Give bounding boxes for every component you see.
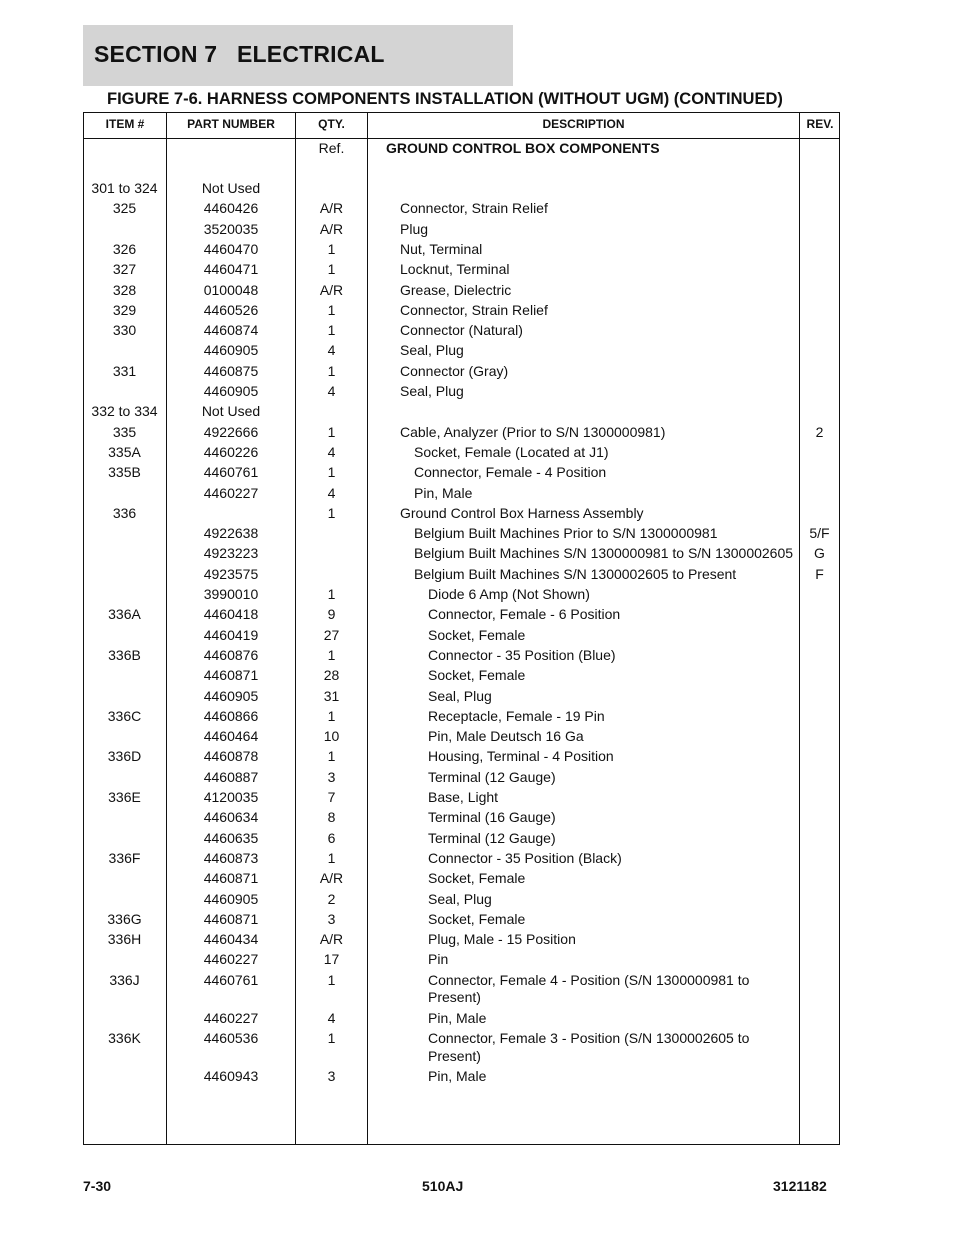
qty-cell: 3: [327, 1068, 336, 1085]
column-header-rev: REV.: [806, 117, 834, 131]
part-number-cell: 4460887: [203, 768, 259, 785]
item-cell: 301 to 324: [91, 180, 158, 196]
description-cell: Seal, Plug: [428, 890, 492, 907]
part-number-cell: 4460875: [203, 362, 259, 379]
part-number-cell: 3520035: [203, 220, 259, 237]
description-cell: Seal, Plug: [400, 383, 464, 399]
description-cell: Connector (Natural): [400, 322, 523, 339]
qty-cell: A/R: [319, 220, 344, 237]
document-number: 3121182: [773, 1178, 827, 1194]
item-cell: 336G: [107, 910, 142, 927]
description-cell: Housing, Terminal - 4 Position: [428, 748, 614, 765]
item-cell: 335B: [108, 464, 141, 481]
part-number-cell: 4460943: [203, 1068, 259, 1085]
description-cell: Connector, Female 4 - Position (S/N 1300000981 to Present): [428, 971, 750, 1006]
part-number-cell: 0100048: [203, 281, 259, 298]
description-cell: Ground Control Box Harness Assembly: [400, 504, 644, 521]
rev-cell: F: [815, 565, 824, 582]
part-number-cell: 4460761: [203, 464, 259, 481]
description-cell: Receptacle, Female - 19 Pin: [428, 707, 605, 724]
part-number-cell: 4460536: [203, 1030, 259, 1047]
qty-cell: 1: [327, 240, 336, 257]
part-number-cell: 4460873: [203, 849, 259, 866]
description-cell: Socket, Female: [428, 626, 526, 643]
item-cell: 326: [112, 240, 137, 257]
part-number-cell: 4120035: [203, 789, 259, 805]
part-number-cell: 4460905: [203, 383, 259, 399]
description-cell: Belgium Built Machines S/N 1300000981 to S/N 1300002605: [414, 545, 794, 562]
qty-cell: 1: [327, 423, 336, 440]
qty-cell: 4: [327, 1009, 336, 1026]
description-cell: Diode 6 Amp (Not Shown): [428, 586, 590, 602]
item-cell: 332 to 334: [91, 403, 158, 420]
qty-cell: A/R: [319, 281, 344, 298]
item-cell: 335A: [108, 443, 141, 460]
qty-cell: 1: [327, 971, 336, 988]
part-number-cell: 4460471: [203, 261, 259, 278]
description-cell: Pin: [428, 951, 449, 968]
part-number-cell: 4460874: [203, 322, 259, 339]
part-number-cell: 4460227: [203, 1009, 259, 1026]
model-number: 510AJ: [422, 1178, 464, 1194]
part-number-cell: 4460227: [203, 484, 259, 501]
part-number-cell: 4460905: [203, 890, 259, 907]
column-divider: [799, 112, 800, 1145]
qty-cell: 1: [327, 707, 336, 724]
qty-cell: 31: [323, 687, 340, 704]
qty-cell: A/R: [319, 931, 344, 948]
part-number-cell: 4460761: [203, 971, 259, 988]
description-cell: Seal, Plug: [428, 687, 492, 704]
page-number: 7-30: [83, 1178, 112, 1194]
part-number-cell: 4460871: [203, 910, 259, 927]
qty-cell: 2: [327, 890, 336, 907]
item-cell: 327: [112, 261, 137, 278]
qty-cell: 7: [327, 789, 336, 805]
description-cell: Grease, Dielectric: [400, 281, 512, 298]
figure-title: FIGURE 7-6. HARNESS COMPONENTS INSTALLATION (WITHOUT UGM) (CONTINUED): [107, 90, 783, 108]
part-number-cell: 4460464: [203, 728, 259, 745]
item-cell: 330: [112, 322, 137, 339]
qty-cell: 1: [327, 748, 336, 765]
description-cell: Connector, Strain Relief: [400, 200, 548, 217]
qty-cell: 4: [327, 383, 336, 399]
description-cell: Connector, Female 3 - Position (S/N 1300002605 to Present): [428, 1030, 750, 1064]
part-number-cell: Not Used: [201, 403, 261, 420]
qty-cell: 1: [327, 301, 336, 318]
qty-cell: 1: [327, 362, 336, 379]
qty-cell: 1: [327, 464, 336, 481]
part-number-cell: 4460905: [203, 342, 259, 359]
item-cell: 336: [112, 504, 137, 521]
column-header-qty: QTY.: [318, 117, 345, 131]
rev-cell: 2: [815, 423, 824, 440]
description-cell: Connector, Strain Relief: [400, 301, 548, 318]
description-cell: Connector (Gray): [400, 362, 509, 379]
qty-cell: 3: [327, 768, 336, 785]
description-cell: Connector, Female - 6 Position: [428, 606, 621, 623]
description-cell: Socket, Female: [428, 910, 526, 927]
description-cell: Terminal (16 Gauge): [428, 809, 556, 826]
qty-cell: 9: [327, 606, 336, 623]
part-number-cell: 4460871: [203, 667, 259, 684]
item-cell: 335: [112, 423, 137, 440]
part-number-cell: 4460470: [203, 240, 259, 257]
part-number-cell: 4460871: [203, 870, 259, 887]
rev-cell: 5/F: [809, 525, 830, 542]
item-cell: 325: [112, 200, 137, 217]
part-number-cell: 3990010: [203, 586, 259, 602]
part-number-cell: 4923223: [203, 545, 259, 562]
header-divider: [83, 138, 840, 139]
part-number-cell: 4460426: [203, 200, 259, 217]
description-cell: Belgium Built Machines Prior to S/N 1300000981: [414, 525, 718, 542]
part-number-cell: 4460419: [203, 626, 259, 643]
item-cell: 336A: [108, 606, 141, 623]
qty-cell: 1: [327, 646, 336, 663]
description-cell: Plug, Male - 15 Position: [428, 931, 576, 948]
qty-cell: 1: [327, 586, 336, 602]
part-number-cell: 4460227: [203, 951, 259, 968]
part-number-cell: 4460418: [203, 606, 259, 623]
item-cell: 329: [112, 301, 137, 318]
item-cell: 336C: [107, 707, 142, 724]
column-divider: [367, 112, 368, 1145]
description-cell: Nut, Terminal: [400, 240, 483, 257]
qty-cell: A/R: [319, 200, 344, 217]
qty-cell: 1: [327, 261, 336, 278]
item-cell: 336K: [108, 1030, 141, 1047]
description-cell: Connector - 35 Position (Blue): [428, 646, 616, 663]
item-cell: 328: [112, 281, 137, 298]
description-cell: Connector, Female - 4 Position: [414, 464, 607, 481]
part-number-cell: Not Used: [201, 180, 261, 196]
description-cell: Socket, Female: [428, 667, 526, 684]
description-cell: Terminal (12 Gauge): [428, 829, 556, 846]
section-title: SECTION 7 ELECTRICAL: [94, 41, 385, 67]
description-cell: Base, Light: [428, 789, 499, 805]
part-number-cell: 4460876: [203, 646, 259, 663]
item-cell: 336J: [109, 971, 140, 988]
qty-cell: 6: [327, 829, 336, 846]
column-header-part-number: PART NUMBER: [187, 117, 275, 131]
description-cell: Terminal (12 Gauge): [428, 768, 556, 785]
item-cell: 331: [112, 362, 137, 379]
part-number-cell: 4460878: [203, 748, 259, 765]
qty-cell: 1: [327, 322, 336, 339]
qty-cell: 1: [327, 849, 336, 866]
description-cell: Pin, Male: [414, 484, 473, 501]
description-cell: Plug: [400, 220, 429, 237]
part-number-cell: 4922666: [203, 423, 259, 440]
qty-cell: 3: [327, 910, 336, 927]
description-cell: Pin, Male: [428, 1009, 487, 1026]
qty-cell: 28: [323, 667, 340, 684]
item-cell: 336H: [107, 931, 142, 948]
part-number-cell: 4460866: [203, 707, 259, 724]
part-number-cell: 4923575: [203, 565, 259, 582]
description-cell: GROUND CONTROL BOX COMPONENTS: [386, 140, 660, 156]
item-cell: 336E: [108, 789, 141, 805]
item-cell: 336B: [108, 646, 141, 663]
rev-cell: G: [814, 545, 825, 562]
qty-cell: 17: [323, 951, 340, 968]
part-number-cell: 4460905: [203, 687, 259, 704]
qty-cell: 8: [327, 809, 336, 826]
qty-cell: 4: [327, 484, 336, 501]
description-cell: Seal, Plug: [400, 342, 464, 359]
part-number-cell: 4460434: [203, 931, 259, 948]
qty-cell: 4: [327, 342, 336, 359]
description-cell: Pin, Male: [428, 1068, 487, 1085]
column-header-description: DESCRIPTION: [542, 117, 625, 131]
item-cell: 336F: [108, 849, 141, 866]
qty-cell: 10: [323, 728, 340, 745]
description-cell: Pin, Male Deutsch 16 Ga: [428, 728, 584, 745]
part-number-cell: 4460226: [203, 443, 259, 460]
part-number-cell: 4922638: [203, 525, 259, 542]
description-cell: Cable, Analyzer (Prior to S/N 1300000981): [400, 423, 666, 440]
description-cell: Socket, Female (Located at J1): [414, 443, 609, 460]
description-cell: Connector - 35 Position (Black): [428, 849, 622, 866]
qty-cell: A/R: [319, 870, 344, 887]
qty-cell: Ref.: [318, 140, 345, 156]
qty-cell: 4: [327, 443, 336, 460]
qty-cell: 1: [327, 1030, 336, 1047]
column-header-item: ITEM #: [105, 117, 145, 131]
qty-cell: 27: [323, 626, 340, 643]
qty-cell: 1: [327, 504, 336, 521]
part-number-cell: 4460634: [203, 809, 259, 826]
part-number-cell: 4460526: [203, 301, 259, 318]
item-cell: 336D: [107, 748, 142, 765]
part-number-cell: 4460635: [203, 829, 259, 846]
description-cell: Locknut, Terminal: [400, 261, 510, 278]
description-cell: Belgium Built Machines S/N 1300002605 to Present: [414, 565, 737, 582]
description-cell: Socket, Female: [428, 870, 526, 887]
